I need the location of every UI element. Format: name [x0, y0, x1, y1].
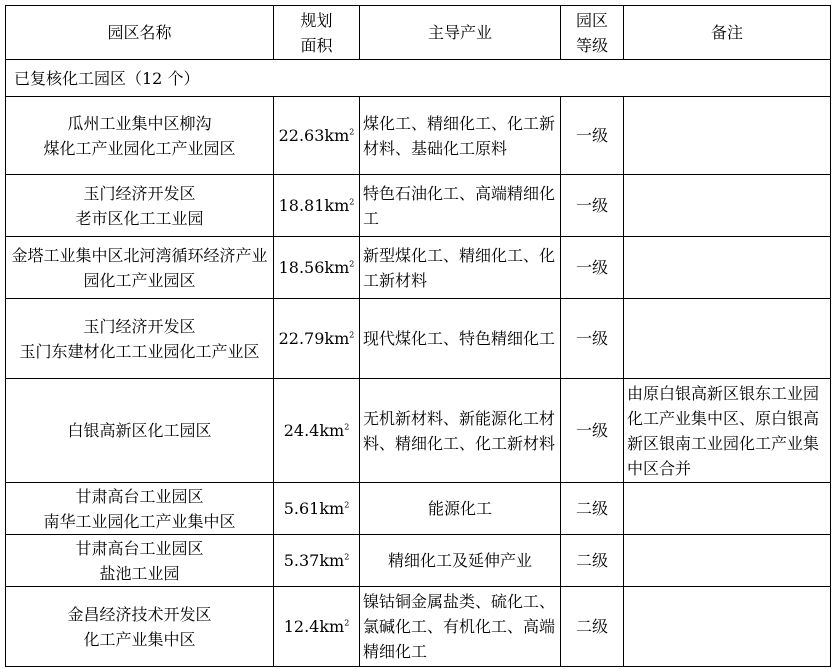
park-name-cell: 玉门经济开发区 老市区化工工业园: [6, 175, 274, 237]
table-row: [6, 587, 831, 667]
level-cell: 一级: [561, 175, 624, 237]
area-cell: [274, 587, 360, 667]
remark-cell: [624, 483, 831, 535]
area-value: 24.4: [283, 421, 320, 440]
area-cell: [274, 483, 360, 535]
area-value: 5.37: [283, 551, 320, 570]
section-row: [6, 60, 831, 97]
table-row: [6, 483, 831, 535]
industry-cell: 新型煤化工、精细化工、化工新材料: [360, 237, 561, 299]
area-value: 12.4: [283, 617, 320, 636]
table-row: [6, 237, 831, 299]
table-row: [6, 299, 831, 379]
table-row: [6, 175, 831, 237]
area-unit: km: [324, 258, 350, 277]
table-row: [6, 97, 831, 175]
chemical-park-table: [5, 5, 831, 667]
area-value: 22.63: [278, 126, 325, 145]
area-unit: km: [319, 617, 345, 636]
industry-cell: 精细化工及延伸产业: [360, 535, 561, 587]
level-cell: 一级: [561, 299, 624, 379]
remark-cell: [624, 237, 831, 299]
park-name-cell: 白银高新区化工园区: [6, 379, 274, 483]
table-row: [6, 379, 831, 483]
area-unit-exponent: 2: [349, 197, 355, 207]
remark-cell: [624, 587, 831, 667]
header-remark: 备注: [624, 6, 831, 60]
industry-cell: 特色石油化工、高端精细化工: [360, 175, 561, 237]
remark-cell: [624, 175, 831, 237]
area-value: 18.81: [278, 196, 325, 215]
industry-cell: 煤化工、精细化工、化工新材料、基础化工原料: [360, 97, 561, 175]
remark-cell: [624, 97, 831, 175]
industry-cell: 能源化工: [360, 483, 561, 535]
header-park-name: 园区名称: [6, 6, 274, 60]
area-unit-exponent: 2: [344, 422, 350, 432]
remark-cell: 由原白银高新区银东工业园化工产业集中区、原白银高新区银南工业园化工产业集中区合并: [624, 379, 831, 483]
level-cell: 一级: [561, 97, 624, 175]
area-unit-exponent: 2: [349, 127, 355, 137]
area-value: 18.56: [278, 258, 325, 277]
remark-cell: [624, 535, 831, 587]
level-cell: 二级: [561, 483, 624, 535]
area-unit: km: [324, 329, 350, 348]
level-cell: 二级: [561, 587, 624, 667]
area-unit: km: [319, 551, 345, 570]
area-unit: km: [319, 421, 345, 440]
industry-cell: 现代煤化工、特色精细化工: [360, 299, 561, 379]
area-unit-exponent: 2: [344, 500, 350, 510]
area-unit-exponent: 2: [349, 259, 355, 269]
area-unit-exponent: 2: [344, 552, 350, 562]
industry-cell: 无机新材料、新能源化工材料、精细化工、化工新材料: [360, 379, 561, 483]
level-cell: 一级: [561, 379, 624, 483]
park-name-cell: 甘肃高台工业园区 南华工业园化工产业集中区: [6, 483, 274, 535]
area-unit-exponent: 2: [349, 330, 355, 340]
level-cell: 一级: [561, 237, 624, 299]
remark-cell: [624, 299, 831, 379]
header-area: 规划 面积: [274, 6, 360, 60]
park-name-cell: 金塔工业集中区北河湾循环经济产业园化工产业园区: [6, 237, 274, 299]
area-cell: [274, 175, 360, 237]
area-cell: [274, 97, 360, 175]
header-level: 园区 等级: [561, 6, 624, 60]
area-unit-exponent: 2: [344, 618, 350, 628]
level-cell: 二级: [561, 535, 624, 587]
park-name-cell: 金昌经济技术开发区 化工产业集中区: [6, 587, 274, 667]
section-title: 已复核化工园区（12 个）: [6, 60, 831, 97]
table-row: [6, 535, 831, 587]
area-cell: [274, 535, 360, 587]
area-cell: [274, 379, 360, 483]
table-body: [6, 97, 831, 667]
area-cell: [274, 237, 360, 299]
park-name-cell: 玉门经济开发区 玉门东建材化工工业园化工产业区: [6, 299, 274, 379]
park-name-cell: 瓜州工业集中区柳沟 煤化工产业园化工产业园区: [6, 97, 274, 175]
header-row: [6, 6, 831, 60]
industry-cell: 镍钴铜金属盐类、硫化工、氯碱化工、有机化工、高端精细化工: [360, 587, 561, 667]
header-industry: 主导产业: [360, 6, 561, 60]
park-name-cell: 甘肃高台工业园区 盐池工业园: [6, 535, 274, 587]
area-value: 22.79: [278, 329, 325, 348]
area-value: 5.61: [283, 499, 320, 518]
area-unit: km: [324, 196, 350, 215]
area-unit: km: [324, 126, 350, 145]
area-unit: km: [319, 499, 345, 518]
area-cell: [274, 299, 360, 379]
